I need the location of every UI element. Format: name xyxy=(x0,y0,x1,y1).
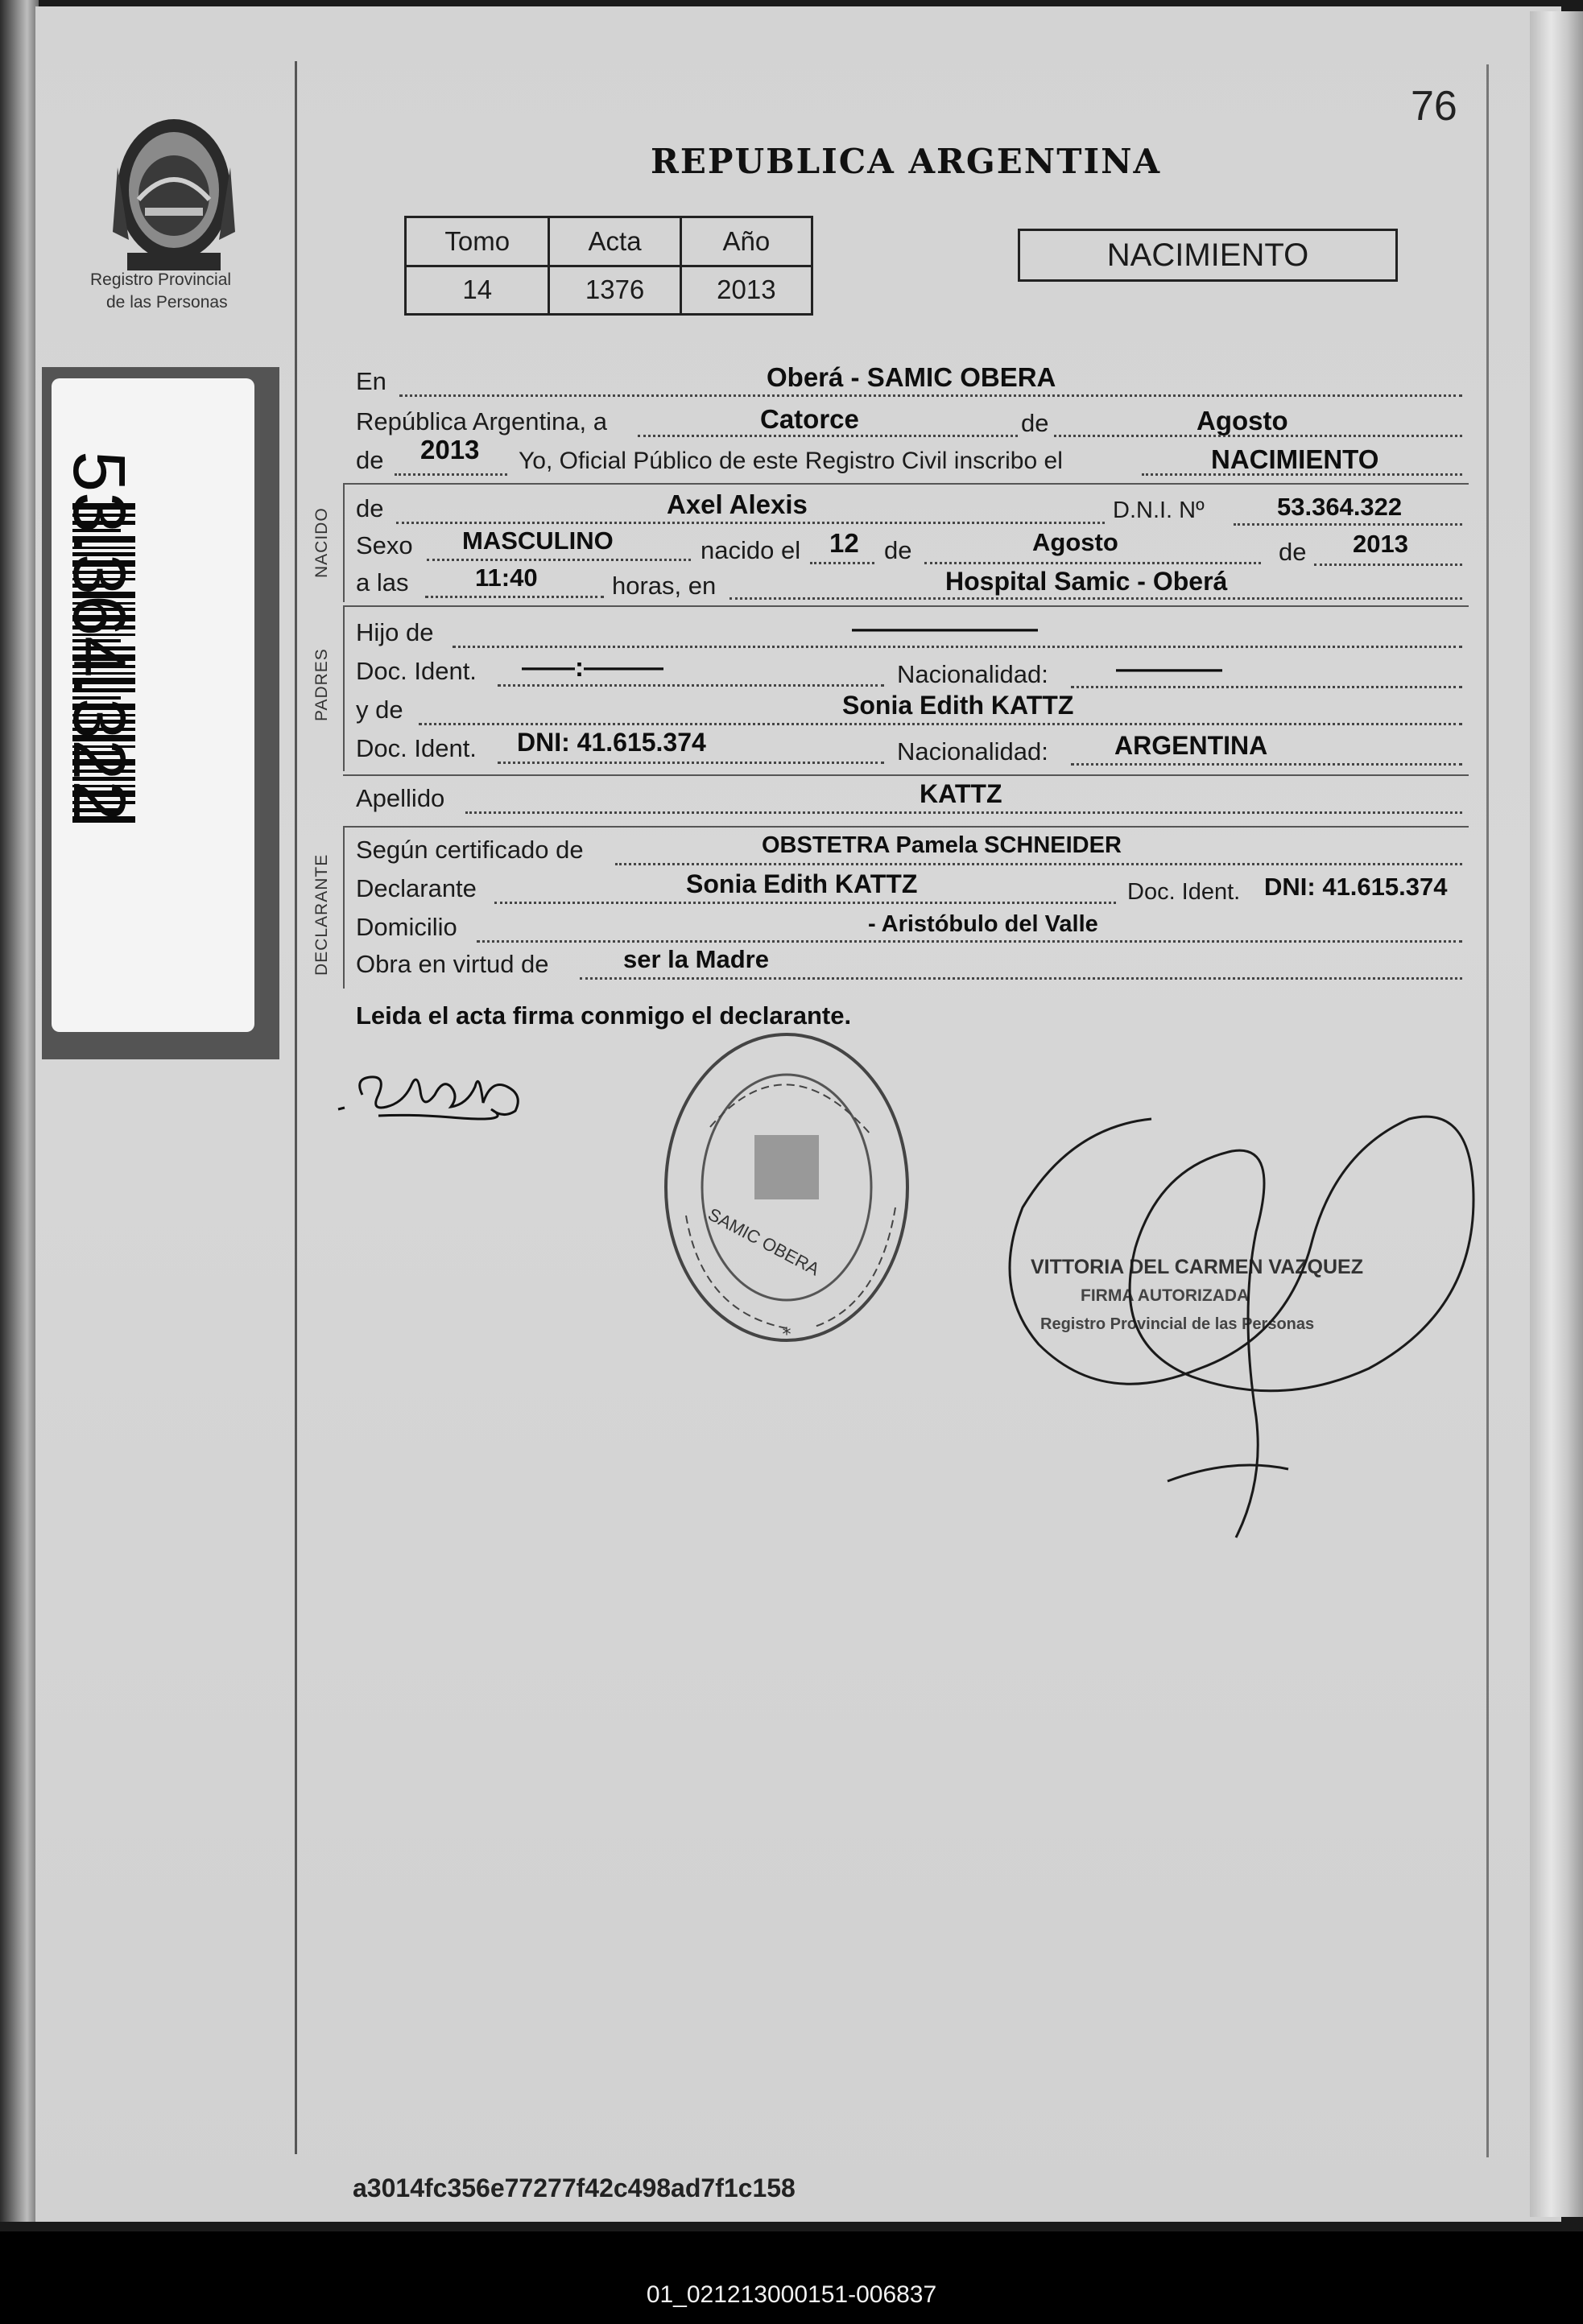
page-number: 76 xyxy=(1411,83,1457,130)
footer-filename: 01_021213000151-006837 xyxy=(646,2281,937,2308)
dotted-line xyxy=(465,811,1462,814)
record-table xyxy=(404,216,813,316)
value-acto: NACIMIENTO xyxy=(1211,444,1379,474)
value-padre-doc: ——:——— xyxy=(522,652,663,682)
label-y-de: y de xyxy=(356,696,403,724)
label-segun-certificado: Según certificado de xyxy=(356,836,584,864)
value-hora: 11:40 xyxy=(475,563,538,592)
label-sexo: Sexo xyxy=(356,531,413,559)
label-apellido: Apellido xyxy=(356,784,445,812)
value-domicilio: - Aristóbulo del Valle xyxy=(868,911,1098,937)
value-virtud: ser la Madre xyxy=(623,945,769,973)
section-divider xyxy=(343,826,1469,828)
value-lugar: Oberá - SAMIC OBERA xyxy=(767,362,1056,392)
dotted-line xyxy=(395,473,507,476)
value-anio-nac: 2013 xyxy=(1353,530,1408,558)
value-dia-nac: 12 xyxy=(829,528,859,558)
official-stamp-office: Registro Provincial de las Personas xyxy=(1040,1315,1315,1333)
section-bracket xyxy=(343,826,345,989)
barcode-number: 53.364.322 xyxy=(58,451,140,822)
page-title: REPUBLICA ARGENTINA xyxy=(651,142,1162,181)
footer-bar xyxy=(0,2231,1583,2324)
dotted-line xyxy=(477,940,1462,943)
dotted-line xyxy=(1314,563,1462,566)
dotted-line xyxy=(810,562,874,564)
value-apellido: KATTZ xyxy=(920,779,1002,808)
dotted-line xyxy=(399,394,1462,397)
section-bracket xyxy=(343,605,345,771)
document-hash: a3014fc356e77277f42c498ad7f1c158 xyxy=(353,2173,796,2202)
dotted-line xyxy=(1071,686,1462,688)
dotted-line xyxy=(1234,523,1462,526)
dotted-line xyxy=(498,684,884,687)
dotted-line xyxy=(615,863,1462,865)
value-mes-nac: Agosto xyxy=(1032,528,1118,556)
value-padre: ——————— xyxy=(852,613,1038,643)
section-label-nacido: NACIDO xyxy=(312,507,331,578)
stamp-inner-text: SAMIC OBERA xyxy=(705,1203,823,1280)
label-doc-ident-2: Doc. Ident. xyxy=(356,734,477,762)
dotted-line xyxy=(427,559,691,561)
label-de-anio: de xyxy=(1279,538,1307,566)
value-sexo: MASCULINO xyxy=(462,526,614,555)
registry-caption-line2: de las Personas xyxy=(106,293,228,312)
registry-caption-line1: Registro Provincial xyxy=(90,270,232,289)
label-declarante: Declarante xyxy=(356,874,477,902)
value-certificado: OBSTETRA Pamela SCHNEIDER xyxy=(762,832,1122,858)
label-nacido-el: nacido el xyxy=(701,536,801,564)
dotted-line xyxy=(425,596,604,598)
record-type-box: NACIMIENTO xyxy=(1018,229,1398,282)
official-stamp-role: FIRMA AUTORIZADA xyxy=(1081,1286,1250,1305)
value-dni: 53.364.322 xyxy=(1277,493,1403,521)
dotted-line xyxy=(580,977,1462,980)
section-divider xyxy=(343,483,1469,485)
dotted-line xyxy=(494,902,1116,904)
dotted-line xyxy=(419,723,1462,725)
dotted-line xyxy=(498,762,884,764)
page-stack-edge xyxy=(1530,11,1583,2217)
dotted-line xyxy=(924,562,1261,564)
value-declarante-doc: DNI: 41.615.374 xyxy=(1264,873,1448,901)
section-label-padres: PADRES xyxy=(312,648,331,721)
table-header-tomo: Tomo xyxy=(406,217,549,266)
dotted-line xyxy=(730,597,1462,600)
value-madre-nacionalidad: ARGENTINA xyxy=(1114,731,1268,760)
label-nacionalidad-2: Nacionalidad: xyxy=(897,737,1048,766)
label-en: En xyxy=(356,367,386,395)
value-madre: Sonia Edith KATTZ xyxy=(842,691,1074,720)
official-stamp-name: VITTORIA DEL CARMEN VAZQUEZ xyxy=(1031,1256,1363,1278)
margin-rule xyxy=(295,61,297,2154)
label-doc-ident-1: Doc. Ident. xyxy=(356,657,477,685)
label-de2: de xyxy=(356,446,384,474)
label-republica-a: República Argentina, a xyxy=(356,407,607,435)
registry-oval-stamp xyxy=(654,1022,920,1352)
value-dia-texto: Catorce xyxy=(760,404,859,434)
value-lugar-nac: Hospital Samic - Oberá xyxy=(945,567,1228,596)
value-mes-texto: Agosto xyxy=(1197,406,1288,435)
label-hijo-de: Hijo de xyxy=(356,618,434,646)
label-de-nombre: de xyxy=(356,494,384,522)
label-yo-oficial: Yo, Oficial Público de este Registro Civil inscribo el xyxy=(519,448,1063,474)
table-value-tomo: 14 xyxy=(406,266,549,315)
dotted-line xyxy=(396,522,1105,524)
label-de-mes: de xyxy=(884,536,912,564)
label-domicilio: Domicilio xyxy=(356,913,457,941)
label-nacionalidad-1: Nacionalidad: xyxy=(897,660,1048,688)
section-divider xyxy=(343,605,1469,607)
table-value-acta: 1376 xyxy=(549,266,680,315)
label-a-las: a las xyxy=(356,568,409,596)
section-bracket xyxy=(343,483,345,602)
value-nombre: Axel Alexis xyxy=(667,489,808,519)
section-label-declarante: DECLARANTE xyxy=(312,853,331,976)
svg-text:*: * xyxy=(782,1325,792,1345)
label-horas-en: horas, en xyxy=(612,572,717,600)
official-signature xyxy=(990,1103,1490,1554)
dotted-line xyxy=(453,646,1462,648)
value-anio: 2013 xyxy=(420,435,480,464)
value-declarante: Sonia Edith KATTZ xyxy=(686,869,918,898)
label-de: de xyxy=(1018,409,1052,438)
section-divider xyxy=(343,774,1469,776)
label-doc-ident-3: Doc. Ident. xyxy=(1127,879,1241,905)
table-header-acta: Acta xyxy=(549,217,680,266)
book-spine xyxy=(0,0,39,2222)
value-madre-doc: DNI: 41.615.374 xyxy=(517,728,706,757)
table-header-anio: Año xyxy=(680,217,812,266)
declarant-signature xyxy=(330,1046,531,1135)
label-dni-no: D.N.I. Nº xyxy=(1113,497,1205,523)
table-value-anio: 2013 xyxy=(680,266,812,315)
oval-stamp-icon xyxy=(654,1022,920,1352)
dotted-line xyxy=(1071,763,1462,766)
closing-statement: Leida el acta firma conmigo el declarante. xyxy=(356,1001,852,1030)
label-obra-en-virtud: Obra en virtud de xyxy=(356,950,549,978)
value-padre-nacionalidad: ———— xyxy=(1116,654,1222,683)
